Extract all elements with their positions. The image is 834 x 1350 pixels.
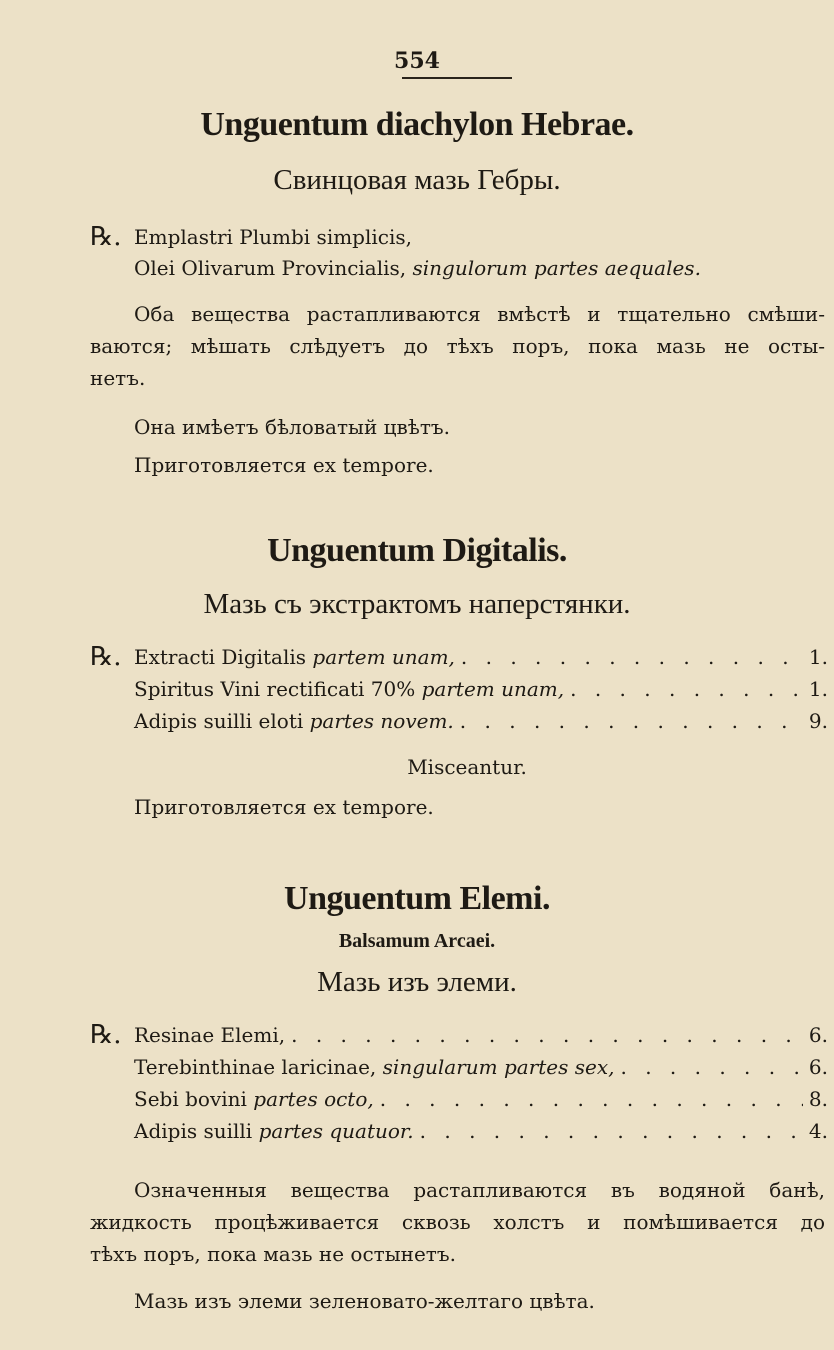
ingredient-name: Extracti Digitalis bbox=[134, 645, 307, 669]
section-1-paragraph-2: Она имѣетъ бѣловатый цвѣтъ. bbox=[134, 415, 450, 439]
ingredient-name: Emplastri Plumbi simplicis, bbox=[134, 225, 412, 249]
dot-leader bbox=[460, 706, 803, 736]
ingredient-name: Spiritus Vini rectificati 70% bbox=[134, 677, 416, 701]
section-3-paragraph-2: Мазь изъ элеми зеленовато-желтаго цвѣта. bbox=[134, 1289, 595, 1313]
section-3-recipe bbox=[90, 1020, 828, 1144]
page-number-rule bbox=[402, 77, 512, 79]
ingredient-amount: partem unam, bbox=[312, 645, 455, 669]
section-3-synonym: Balsamum Arcaei. bbox=[338, 930, 496, 952]
text-line: тѣхъ поръ, пока мазь не остынетъ. bbox=[90, 1242, 456, 1266]
ingredient-quantity: 4. bbox=[808, 1119, 828, 1143]
ingredient-quantity: 8. bbox=[808, 1087, 828, 1111]
text-line: ваются; мѣшать слѣдуетъ до тѣхъ поръ, пока мазь не осты- bbox=[90, 334, 825, 358]
ingredient-amount: partem unam, bbox=[421, 677, 565, 701]
ingredient-name: Adipis suilli bbox=[134, 1119, 253, 1143]
recipe-line bbox=[134, 1052, 828, 1082]
dot-leader bbox=[420, 1116, 803, 1146]
section-2-paragraph: Приготовляется ex tempore. bbox=[134, 795, 434, 819]
ingredient-amount: singularum partes sex, bbox=[382, 1055, 615, 1079]
ingredient-quantity: 1. bbox=[808, 677, 828, 701]
dot-leader bbox=[620, 1052, 802, 1082]
text-line: жидкость процѣживается сквозь холстъ и помѣшивается до bbox=[90, 1210, 825, 1234]
text-line: нетъ. bbox=[90, 366, 146, 390]
text-line: Означенныя вещества растапливаются въ водяной банѣ, bbox=[134, 1178, 825, 1202]
dot-leader bbox=[291, 1020, 803, 1050]
ingredient-quantity: 6. bbox=[808, 1055, 828, 1079]
section-3-title-latin: Unguentum Elemi. bbox=[284, 880, 550, 917]
recipe-line bbox=[134, 674, 828, 704]
section-1-paragraph-1 bbox=[90, 298, 825, 394]
ingredient-amount: partes novem. bbox=[309, 709, 454, 733]
recipe-line bbox=[134, 222, 412, 252]
ingredient-quantity: 9. bbox=[808, 709, 828, 733]
recipe-line bbox=[134, 1020, 828, 1050]
section-2-recipe bbox=[90, 642, 828, 738]
section-3-paragraph-1 bbox=[90, 1174, 825, 1270]
ingredient-name: Terebinthinae laricinae, bbox=[134, 1055, 377, 1079]
recipe-line bbox=[134, 642, 828, 672]
page-number: 554 bbox=[394, 48, 440, 74]
ingredient-quantity: 1. bbox=[808, 645, 828, 669]
dot-leader bbox=[570, 674, 803, 704]
dot-leader bbox=[380, 1084, 803, 1114]
section-3-title-russian: Мазь изъ элеми. bbox=[317, 966, 517, 998]
section-2-title-latin: Unguentum Digitalis. bbox=[267, 532, 567, 569]
recipe-symbol: ℞. bbox=[90, 222, 122, 252]
section-1-title-latin: Unguentum diachylon Hebrae. bbox=[200, 106, 634, 143]
ingredient-name: Sebi bovini bbox=[134, 1087, 247, 1111]
ingredient-amount: partes octo, bbox=[253, 1087, 374, 1111]
ingredient-name: Adipis suilli eloti bbox=[134, 709, 304, 733]
recipe-line bbox=[134, 706, 828, 736]
section-1-paragraph-3: Приготовляется ex tempore. bbox=[134, 453, 434, 477]
recipe-line bbox=[134, 253, 701, 283]
section-1-recipe bbox=[90, 222, 830, 282]
section-2-misceantur: Misceantur. bbox=[407, 755, 527, 779]
ingredient-amount: singulorum partes aequales. bbox=[412, 256, 701, 280]
recipe-line bbox=[134, 1116, 828, 1146]
recipe-symbol: ℞. bbox=[90, 1020, 122, 1050]
section-1-title-russian: Свинцовая мазь Гебры. bbox=[273, 164, 561, 196]
ingredient-amount: partes quatuor. bbox=[258, 1119, 414, 1143]
recipe-symbol: ℞. bbox=[90, 642, 122, 672]
ingredient-quantity: 6. bbox=[808, 1023, 828, 1047]
recipe-line bbox=[134, 1084, 828, 1114]
ingredient-name: Resinae Elemi, bbox=[134, 1023, 286, 1047]
dot-leader bbox=[461, 642, 803, 672]
ingredient-name: Olei Olivarum Provincialis, bbox=[134, 256, 407, 280]
text-line: Оба вещества растапливаются вмѣстѣ и тщательно смѣши- bbox=[134, 302, 825, 326]
section-2-title-russian: Мазь съ экстрактомъ наперстянки. bbox=[203, 588, 631, 620]
